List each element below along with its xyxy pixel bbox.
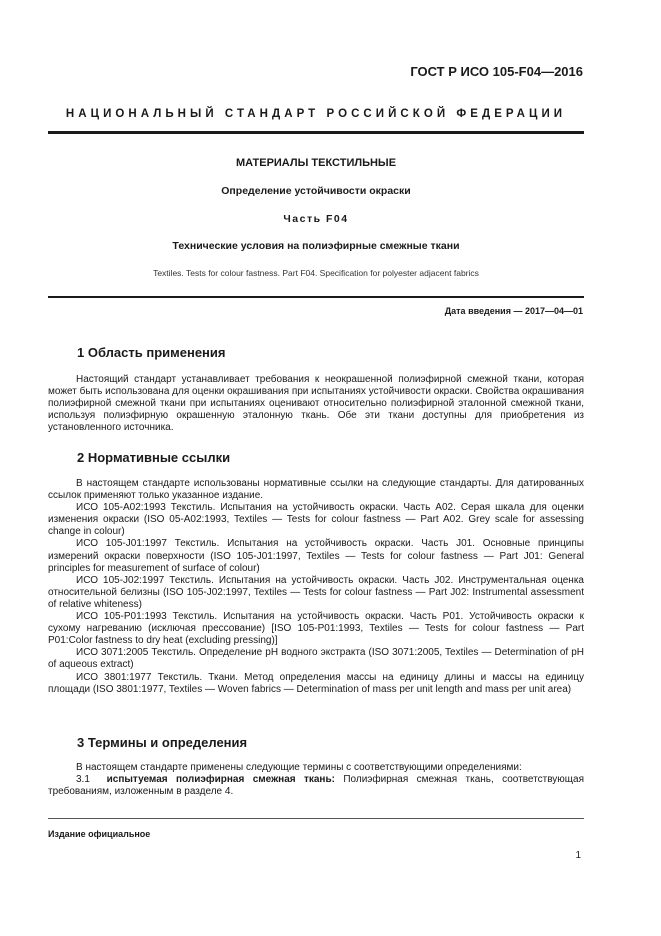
reference-item: ИСО 105-P01:1993 Текстиль. Испытания на устойчивость окраски. Часть P01. Устойчивость окраски к сухому нагреванию (исключая прессование) [ISO 105-P01:1993, Textiles — Tests for colour fastness — Part P01:Color fastness to dry heat (excluding pressing)]: [48, 611, 584, 647]
national-standard-banner: НАЦИОНАЛЬНЫЙ СТАНДАРТ РОССИЙСКОЙ ФЕДЕРАЦИИ: [65, 108, 567, 120]
reference-item: ИСО 3801:1977 Текстиль. Ткани. Метод определения массы на единицу длины и массы на единицу площади (ISO 3801:1977, Textiles — Woven fabrics — Determination of mass per unit length and mass per unit area): [48, 671, 584, 695]
title-english: Textiles. Tests for colour fastness. Part F04. Specification for polyester adjacent fabrics: [153, 268, 479, 278]
page-number: 1: [575, 850, 581, 861]
section-2-heading: 2 Нормативные ссылки: [77, 450, 231, 465]
section-3-heading: 3 Термины и определения: [77, 735, 248, 750]
intro-date: Дата введения — 2017—04—01: [444, 306, 583, 316]
term-name: испытуемая полиэфирная смежная ткань:: [106, 774, 335, 786]
footer-divider: [48, 818, 584, 819]
reference-item: ИСО 105-J02:1997 Текстиль. Испытания на устойчивость окраски. Часть J02. Инструментальная оценка относительной белизны (ISO 105-J02:1997, Textiles — Tests for colour fastness — Part J02: Instrumental assessment of relative whiteness): [48, 574, 584, 610]
section-1-paragraph: Настоящий стандарт устанавливает требования к неокрашенной полиэфирной смежной ткани, которая может быть использована для оценки окрашивания при испытаниях устойчивости окраски. Свойства окрашивания полиэфирной смежной ткани при испытаниях оценивают относительно полиэфирной эталонной смежной ткани, используя полиэфирную окрашенную эталонную ткань. Обе эти ткани доступны для приобретения из установленного источника.: [48, 374, 584, 434]
edition-label: Издание официальное: [48, 829, 151, 839]
section-2-paragraph: В настоящем стандарте использованы нормативные ссылки на следующие стандарты. Для датированных ссылок применяют только указанное издание.: [48, 478, 584, 502]
title-line-1: МАТЕРИАЛЫ ТЕКСТИЛЬНЫЕ: [235, 157, 397, 169]
section-2-body: [48, 478, 584, 696]
section-3-body: [48, 762, 584, 798]
title-line-4: Технические условия на полиэфирные смежные ткани: [172, 240, 460, 252]
term-text: Полиэфирная смежная ткань, соответствующая требованиям, изложенным в разделе 4.: [48, 774, 584, 798]
title-divider: [48, 296, 584, 298]
section-3-intro: В настоящем стандарте применены следующие термины с соответствующими определениями:: [76, 762, 522, 773]
section-1-body: [48, 374, 584, 434]
reference-item: ИСО 105-J01:1997 Текстиль. Испытания на устойчивость окраски. Часть J01. Основные принципы измерений окраски поверхности (ISO 105-J01:1997, Textiles — Tests for colour fastness — Part J01: General principles for measurement of surface of colour): [48, 538, 584, 574]
term-number: 3.1: [76, 774, 90, 786]
reference-item: ИСО 3071:2005 Текстиль. Определение pH водного экстракта (ISO 3071:2005, Textiles — Determination of pH of aqueous extract): [48, 647, 584, 671]
reference-item: ИСО 105-A02:1993 Текстиль. Испытания на устойчивость окраски. Часть A02. Серая шкала для оценки изменения окраски (ISO 05-A02:1993, Textiles — Tests for colour fastness — Part A02. Grey scale for assessing change in colour): [48, 502, 584, 538]
document-code: ГОСТ Р ИСО 105-F04—2016: [410, 64, 583, 79]
title-part: Часть F04: [283, 213, 349, 225]
header-divider: [48, 131, 584, 134]
term-definition: [48, 774, 584, 798]
title-line-2: Определение устойчивости окраски: [221, 185, 411, 197]
section-1-heading: 1 Область применения: [77, 345, 226, 360]
